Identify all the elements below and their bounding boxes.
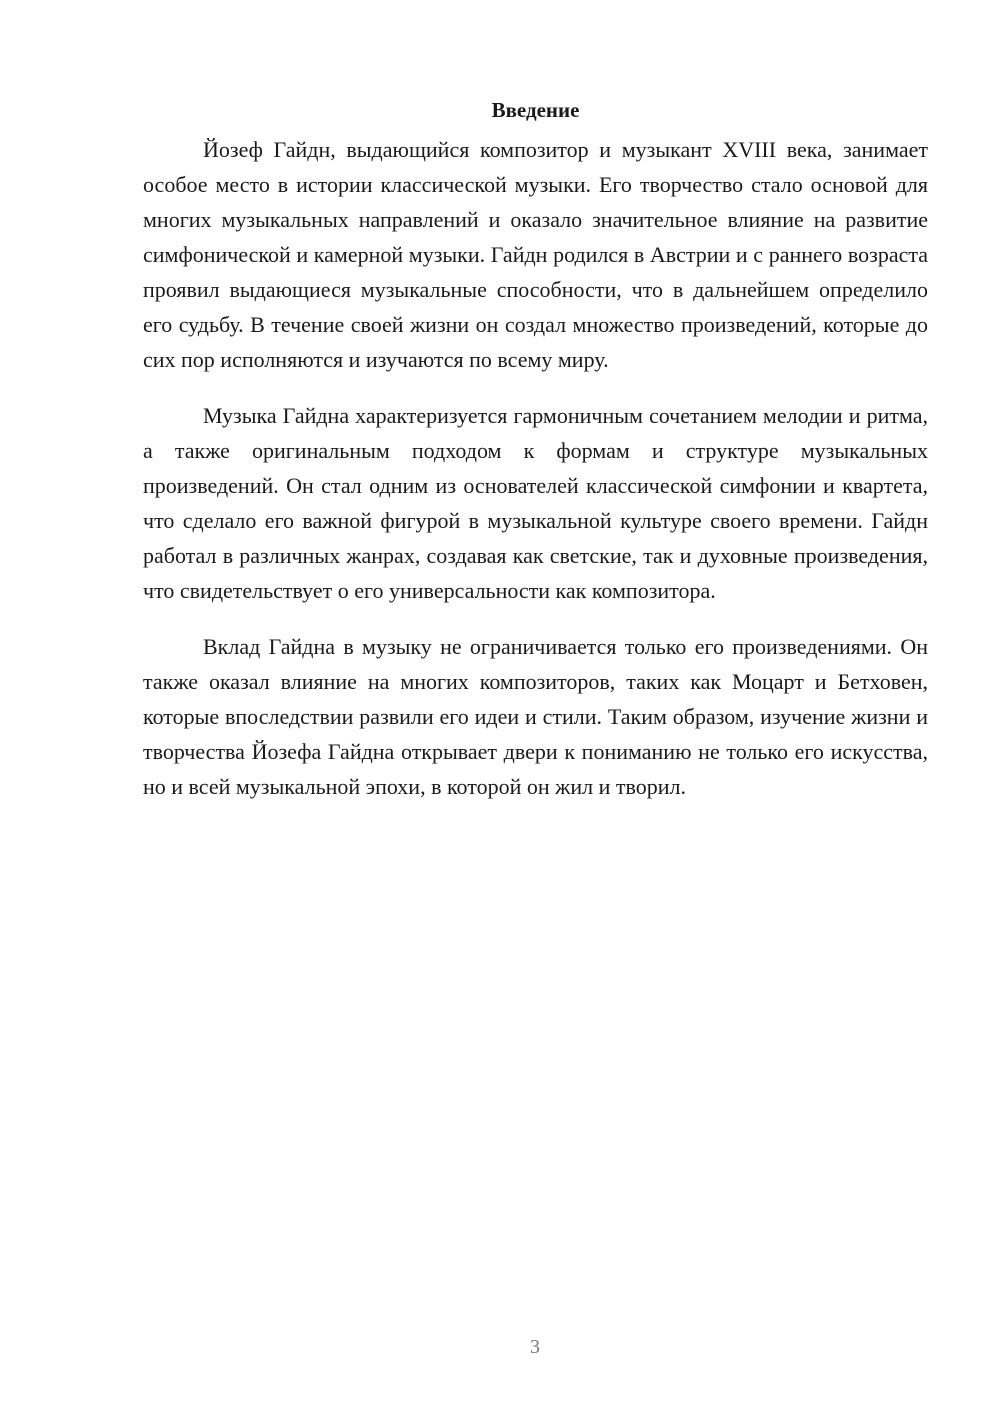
paragraph-3: Вклад Гайдна в музыку не ограничивается только его произведениями. Он также оказал влияние на многих композиторов, таких как Моцарт и Бетховен, которые впоследствии развили его идеи и стили. Таким образом, изучение жизни и творчества Йозефа Гайдна открывает двери к пониманию не только его искусства, но и всей музыкальной эпохи, в которой он жил и творил. — [143, 634, 928, 799]
paragraph-1: Йозеф Гайдн, выдающийся композитор и музыкант XVIII века, занимает особое место в истории классической музыки. Его творчество стало основой для многих музыкальных направлений и оказало значительное влияние на развитие симфонической и камерной музыки. Гайдн родился в Австрии и с раннего возраста проявил выдающиеся музыкальные способности, что в дальнейшем определило его судьбу. В течение своей жизни он создал множество произведений, которые до сих пор исполняются и изучаются по всему миру. — [143, 137, 928, 372]
page-content — [143, 94, 928, 825]
paragraph-2: Музыка Гайдна характеризуется гармоничным сочетанием мелодии и ритма, а также оригинальным подходом к формам и структуре музыкальных произведений. Он стал одним из основателей классической симфонии и квартета, что сделало его важной фигурой в музыкальной культуре своего времени. Гайдн работал в различных жанрах, создавая как светские, так и духовные произведения, что свидетельствует о его универсальности как композитора. — [143, 403, 928, 603]
page-number: 3 — [530, 1336, 540, 1358]
section-heading: Введение — [491, 98, 580, 122]
